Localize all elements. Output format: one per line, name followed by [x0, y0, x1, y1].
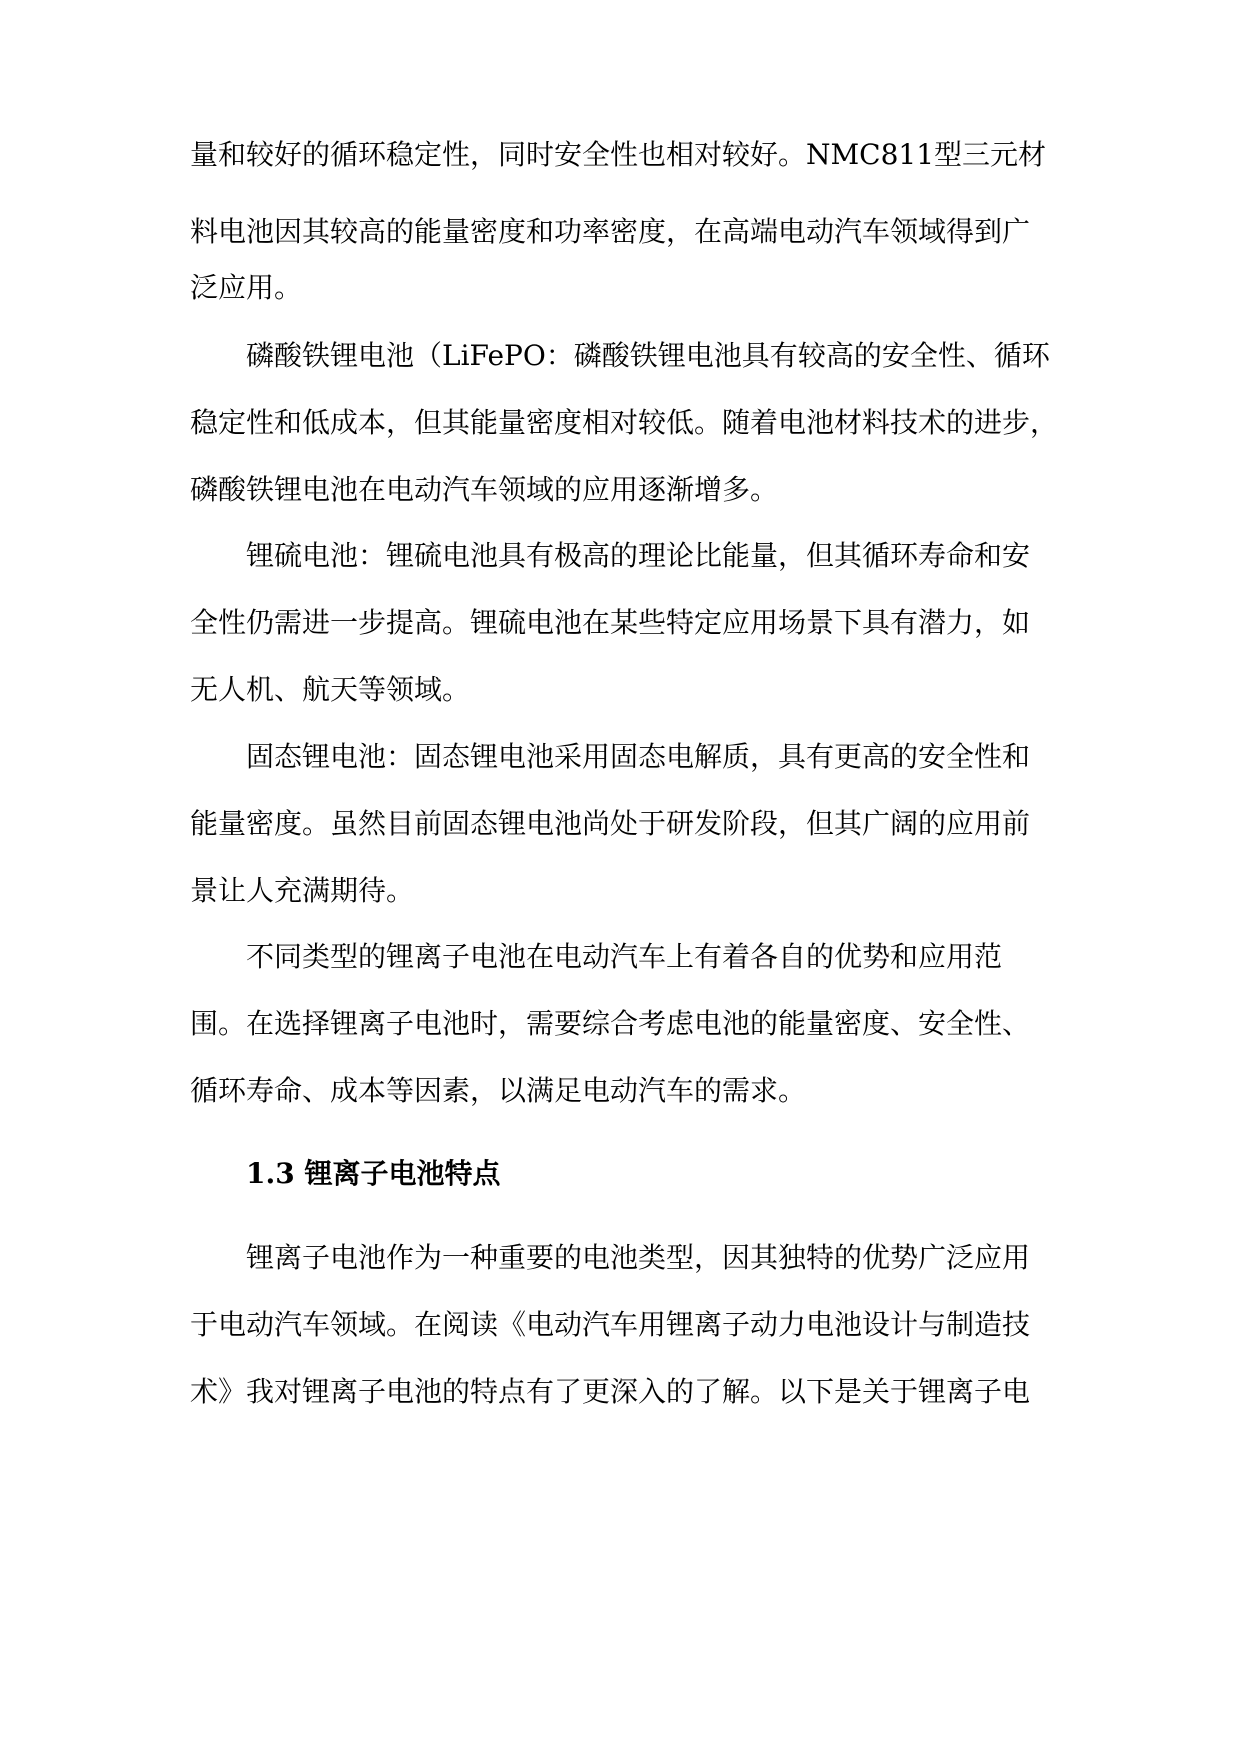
- paragraph-1-line-2: 料电池因其较高的能量密度和功率密度，在高端电动汽车领域得到广: [190, 215, 1031, 248]
- paragraph-3-line-3: 无人机、航天等领域。: [190, 673, 471, 706]
- paragraph-3-line-1: 锂硫电池：锂硫电池具有极高的理论比能量，但其循环寿命和安: [246, 539, 1031, 572]
- paragraph-2-line-1: 磷酸铁锂电池（LiFePO：磷酸铁锂电池具有较高的安全性、循环: [246, 339, 1050, 372]
- paragraph-3-line-2: 全性仍需进一步提高。锂硫电池在某些特定应用场景下具有潜力，如: [190, 606, 1031, 639]
- section-title: 锂离子电池特点: [304, 1157, 501, 1190]
- paragraph-5-line-1: 不同类型的锂离子电池在电动汽车上有着各自的优势和应用范: [246, 940, 1003, 973]
- paragraph-1-line-3: 泛应用。: [190, 271, 303, 304]
- paragraph-4-line-1: 固态锂电池：固态锂电池采用固态电解质，具有更高的安全性和: [246, 740, 1031, 773]
- paragraph-2-line-3: 磷酸铁锂电池在电动汽车领域的应用逐渐增多。: [190, 473, 779, 506]
- section-paragraph-line-1: 锂离子电池作为一种重要的电池类型，因其独特的优势广泛应用: [246, 1241, 1031, 1274]
- paragraph-4-line-2: 能量密度。虽然目前固态锂电池尚处于研发阶段，但其广阔的应用前: [190, 807, 1031, 840]
- section-heading: [246, 1154, 1126, 1194]
- section-number: 1.3: [246, 1157, 295, 1190]
- paragraph-5-line-2: 围。在选择锂离子电池时，需要综合考虑电池的能量密度、安全性、: [190, 1007, 1031, 1040]
- section-paragraph-line-2: 于电动汽车领域。在阅读《电动汽车用锂离子动力电池设计与制造技: [190, 1308, 1031, 1341]
- paragraph-2-line-2: 稳定性和低成本，但其能量密度相对较低。随着电池材料技术的进步，: [190, 406, 1059, 439]
- paragraph-1-line-1: 量和较好的循环稳定性，同时安全性也相对较好。NMC811型三元材: [190, 138, 1047, 171]
- paragraph-4-line-3: 景让人充满期待。: [190, 874, 415, 907]
- section-paragraph-line-3: 术》我对锂离子电池的特点有了更深入的了解。以下是关于锂离子电: [190, 1375, 1031, 1408]
- paragraph-5-line-3: 循环寿命、成本等因素，以满足电动汽车的需求。: [190, 1074, 807, 1107]
